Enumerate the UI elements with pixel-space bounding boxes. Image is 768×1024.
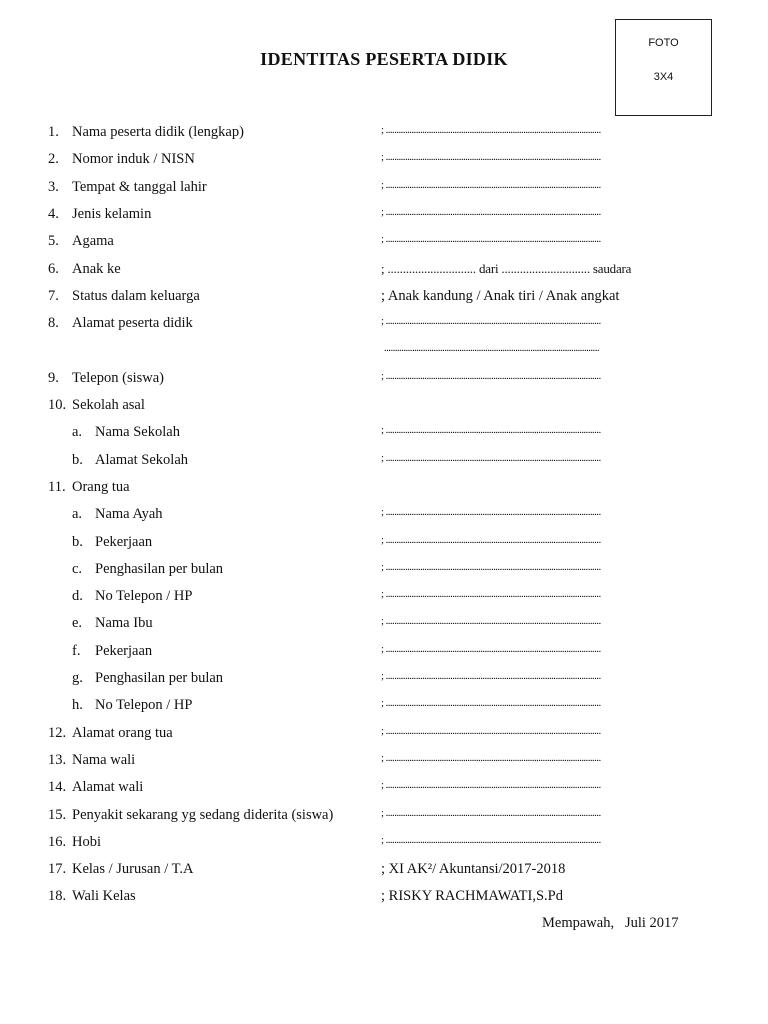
form-row	[0, 315, 768, 337]
form-row	[0, 752, 768, 774]
blank-fill-line[interactable]: ; ....................................................................................................	[381, 751, 601, 764]
field-label: Alamat orang tua	[72, 724, 173, 741]
item-number: 9.	[48, 369, 59, 386]
form-row	[0, 779, 768, 801]
form-row	[0, 370, 768, 392]
field-label: Pekerjaan	[95, 642, 153, 659]
field-label: No Telepon / HP	[95, 697, 193, 714]
item-number: 2.	[48, 151, 59, 168]
item-number: 6.	[48, 260, 59, 277]
field-label: Jenis kelamin	[72, 205, 152, 222]
item-number: 4.	[48, 205, 59, 222]
field-label: Penyakit sekarang yg sedang diderita (siswa)	[72, 806, 334, 823]
field-label: Status dalam keluarga	[72, 287, 200, 304]
blank-fill-line[interactable]: ; ....................................................................................................	[381, 205, 601, 218]
photo-size-label: 3X4	[653, 71, 674, 83]
sub-item-letter: c.	[72, 560, 83, 577]
blank-fill-line[interactable]: ; ....................................................................................................	[381, 724, 601, 737]
sub-item-letter: d.	[72, 588, 83, 605]
blank-fill-line[interactable]: ....................................................................................................	[384, 342, 600, 355]
field-label: Penghasilan per bulan	[95, 670, 224, 686]
form-row	[0, 206, 768, 228]
field-label: Anak ke	[72, 260, 121, 277]
sub-item-letter: b.	[72, 533, 83, 550]
field-label: Orang tua	[72, 478, 130, 495]
form-row	[0, 424, 768, 446]
form-row	[0, 670, 768, 692]
field-label: Kelas / Jurusan / T.A	[72, 861, 194, 878]
form-row	[0, 288, 768, 310]
field-value: ; RISKY RACHMAWATI,S.Pd	[381, 888, 563, 905]
photo-label: FOTO	[648, 37, 679, 49]
field-label: Nama Ibu	[95, 615, 153, 632]
item-number: 3.	[48, 178, 59, 195]
item-number: 15.	[48, 806, 67, 823]
sub-item-letter: f.	[72, 642, 81, 659]
form-row	[0, 861, 768, 883]
form-row	[0, 179, 768, 201]
blank-fill-line[interactable]: ; ....................................................................................................	[381, 124, 601, 136]
item-number: 8.	[48, 315, 59, 332]
field-label: Nama Ayah	[95, 506, 163, 523]
field-label: Nama peserta didik (lengkap)	[72, 124, 244, 140]
field-value: ; XI AK²/ Akuntansi/2017-2018	[381, 861, 566, 878]
form-row	[0, 479, 768, 501]
item-number: 1.	[48, 124, 59, 140]
blank-fill-line[interactable]: ; ....................................................................................................	[381, 615, 601, 628]
form-row	[0, 233, 768, 255]
field-value: ; ............................. dari ............................. saudara	[381, 260, 632, 276]
field-label: Pekerjaan	[95, 533, 153, 550]
blank-fill-line[interactable]: ; ....................................................................................................	[381, 779, 601, 792]
field-label: Alamat wali	[72, 779, 144, 796]
form-row	[0, 834, 768, 856]
page-title: IDENTITAS PESERTA DIDIK	[260, 49, 508, 69]
blank-fill-line[interactable]: ; ....................................................................................................	[381, 697, 601, 710]
item-number: 16.	[48, 833, 67, 850]
sub-item-letter: a.	[72, 424, 83, 441]
blank-fill-line[interactable]: ; ....................................................................................................	[381, 560, 601, 573]
form-row	[0, 452, 768, 474]
blank-fill-line[interactable]: ; ....................................................................................................	[381, 806, 601, 819]
field-value: ; Anak kandung / Anak tiri / Anak angkat	[381, 287, 620, 304]
form-row	[0, 124, 768, 146]
form-row	[0, 888, 768, 910]
field-label: Alamat Sekolah	[95, 451, 189, 468]
form-row	[0, 561, 768, 583]
field-label: Nama wali	[72, 751, 136, 768]
blank-fill-line[interactable]: ; ....................................................................................................	[381, 833, 601, 846]
sub-item-letter: e.	[72, 615, 83, 632]
item-number: 18.	[48, 888, 67, 905]
item-number: 12.	[48, 724, 67, 741]
field-label: Sekolah asal	[72, 397, 145, 413]
blank-fill-line[interactable]: ; ....................................................................................................	[381, 151, 601, 164]
blank-fill-line[interactable]: ; ....................................................................................................	[381, 642, 601, 655]
sub-item-letter: h.	[72, 697, 83, 714]
item-number: 10.	[48, 397, 67, 413]
form-row	[0, 697, 768, 719]
form-row	[0, 534, 768, 556]
field-label: Agama	[72, 233, 114, 250]
blank-fill-line[interactable]: ; ....................................................................................................	[381, 670, 601, 682]
field-label: Telepon (siswa)	[72, 369, 164, 386]
sub-item-letter: a.	[72, 506, 83, 523]
field-label: Wali Kelas	[72, 888, 136, 905]
form-row-continuation	[0, 342, 768, 364]
item-number: 14.	[48, 779, 67, 796]
field-label: Tempat & tanggal lahir	[72, 178, 207, 195]
item-number: 13.	[48, 751, 67, 768]
blank-fill-line[interactable]: ; ....................................................................................................	[381, 315, 601, 328]
form-row	[0, 151, 768, 173]
field-label: No Telepon / HP	[95, 588, 193, 605]
field-label: Nomor induk / NISN	[72, 151, 195, 168]
blank-fill-line[interactable]: ; ....................................................................................................	[381, 588, 601, 601]
item-number: 11.	[48, 478, 66, 495]
form-row	[0, 615, 768, 637]
sub-item-letter: g.	[72, 670, 83, 686]
blank-fill-line[interactable]: ; ....................................................................................................	[381, 451, 601, 464]
form-row	[0, 261, 768, 283]
blank-fill-line[interactable]: ; ....................................................................................................	[381, 424, 601, 437]
form-row	[0, 643, 768, 665]
form-row	[0, 506, 768, 528]
form-row	[0, 588, 768, 610]
blank-fill-line[interactable]: ; ....................................................................................................	[381, 506, 601, 519]
sub-item-letter: b.	[72, 451, 83, 468]
item-number: 5.	[48, 233, 59, 250]
item-number: 17.	[48, 861, 67, 878]
form-row	[0, 397, 768, 419]
field-label: Alamat peserta didik	[72, 315, 193, 332]
field-label: Nama Sekolah	[95, 424, 180, 441]
blank-fill-line[interactable]: ; ....................................................................................................	[381, 233, 601, 246]
field-label: Penghasilan per bulan	[95, 560, 224, 577]
field-label: Hobi	[72, 833, 101, 850]
blank-fill-line[interactable]: ; ....................................................................................................	[381, 533, 601, 546]
blank-fill-line[interactable]: ; ....................................................................................................	[381, 178, 601, 191]
form-row	[0, 725, 768, 747]
form-row	[0, 807, 768, 829]
blank-fill-line[interactable]: ; ....................................................................................................	[381, 369, 601, 382]
item-number: 7.	[48, 287, 59, 304]
place-date: Mempawah, Juli 2017	[542, 915, 679, 931]
